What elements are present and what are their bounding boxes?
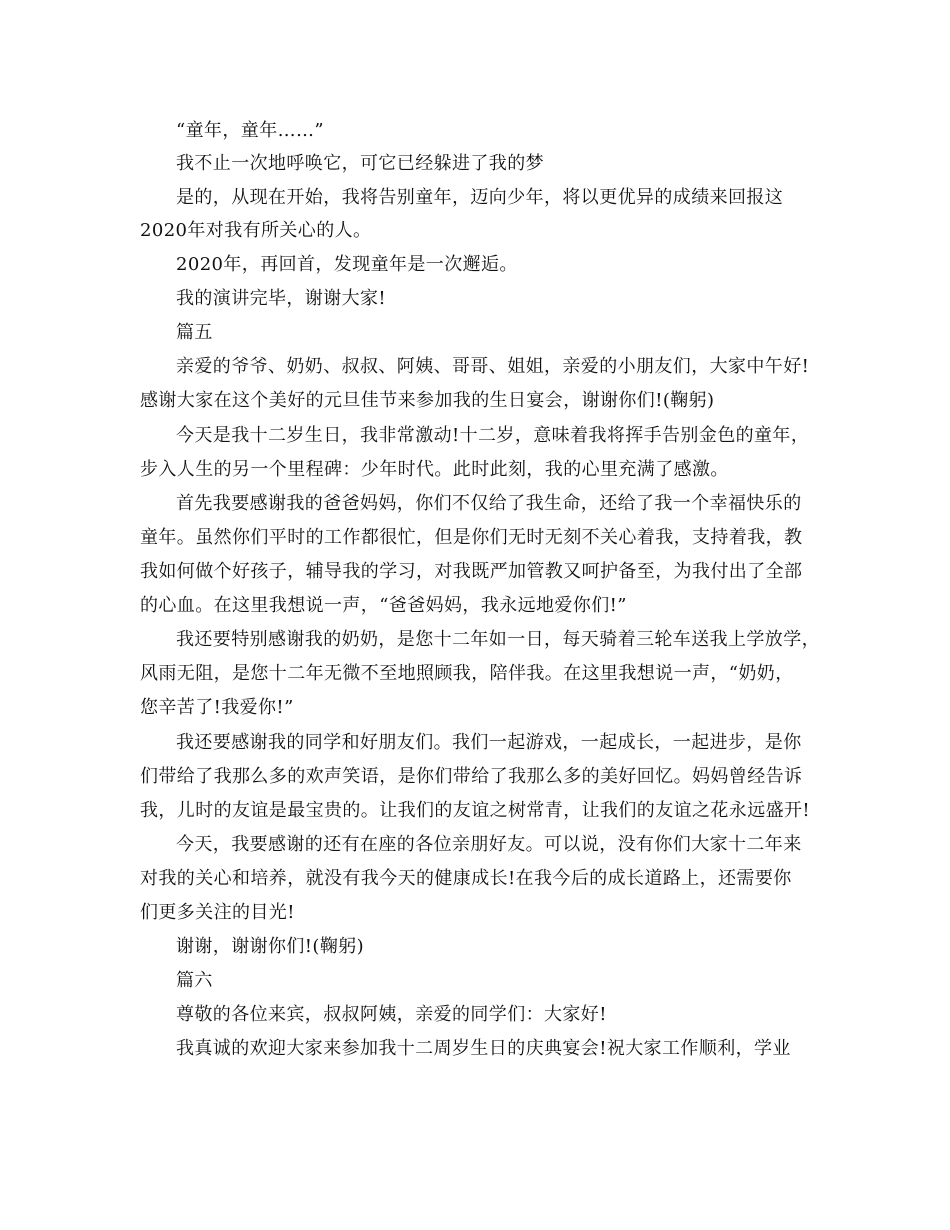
text-line: 今天是我十二岁生日，我非常激动!十二岁，意味着我将挥手告别金色的童年， bbox=[176, 425, 810, 446]
text-line: 首先我要感谢我的爸爸妈妈，你们不仅给了我生命，还给了我一个幸福快乐的 bbox=[176, 493, 802, 514]
text-line: 是的，从现在开始，我将告别童年，迈向少年，将以更优异的成绩来回报这 bbox=[176, 187, 784, 208]
text-line: 2020年对我有所关心的人。 bbox=[140, 220, 372, 241]
text-line: 风雨无阻，是您十二年无微不至地照顾我，陪伴我。在这里我想说一声，“奶奶， bbox=[140, 663, 794, 684]
text-line: 2020年，再回首，发现童年是一次邂逅。 bbox=[176, 254, 518, 275]
text-line: 我还要感谢我的同学和好朋友们。我们一起游戏，一起成长，一起进步，是你 bbox=[176, 732, 802, 753]
text-line: 童年。虽然你们平时的工作都很忙，但是你们无时无刻不关心着我，支持着我，教 bbox=[140, 527, 803, 548]
text-line: 的心血。在这里我想说一声，“爸爸妈妈，我永远地爱你们!” bbox=[140, 595, 627, 616]
text-line: 谢谢，谢谢你们!(鞠躬) bbox=[176, 936, 365, 957]
text-line: 我真诚的欢迎大家来参加我十二周岁生日的庆典宴会!祝大家工作顺利，学业 bbox=[176, 1038, 791, 1059]
text-line: 们带给了我那么多的欢声笑语，是你们带给了我那么多的美好回忆。妈妈曾经告诉 bbox=[140, 766, 803, 787]
text-line: 亲爱的爷爷、奶奶、叔叔、阿姨、哥哥、姐姐，亲爱的小朋友们，大家中午好! bbox=[176, 356, 810, 377]
text-line: 我，儿时的友谊是最宝贵的。让我们的友谊之树常青，让我们的友谊之花永远盛开! bbox=[140, 800, 811, 821]
text-line: 步入人生的另一个里程碑：少年时代。此时此刻，我的心里充满了感激。 bbox=[140, 459, 729, 480]
text-line: 我还要特别感谢我的奶奶，是您十二年如一日，每天骑着三轮车送我上学放学， bbox=[176, 629, 820, 650]
text-line: 今天，我要感谢的还有在座的各位亲朋好友。可以说，没有你们大家十二年来 bbox=[176, 834, 802, 855]
section-heading: 篇六 bbox=[176, 970, 213, 991]
text-line: 尊敬的各位来宾，叔叔阿姨，亲爱的同学们：大家好! bbox=[176, 1004, 607, 1025]
text-line: “童年，童年……” bbox=[176, 120, 325, 141]
text-line: 们更多关注的目光! bbox=[140, 902, 295, 923]
text-line: 我的演讲完毕，谢谢大家! bbox=[176, 288, 387, 309]
section-heading: 篇五 bbox=[176, 322, 213, 343]
text-line: 感谢大家在这个美好的元旦佳节来参加我的生日宴会，谢谢你们!(鞠躬) bbox=[140, 390, 715, 411]
text-line: 对我的关心和培养，就没有我今天的健康成长!在我今后的成长道路上，还需要你 bbox=[140, 868, 792, 889]
text-line: 我不止一次地呼唤它，可它已经躲进了我的梦 bbox=[176, 153, 544, 174]
text-line: 我如何做个好孩子，辅导我的学习，对我既严加管教又呵护备至，为我付出了全部 bbox=[140, 561, 803, 582]
text-line: 您辛苦了!我爱你!” bbox=[140, 697, 294, 718]
